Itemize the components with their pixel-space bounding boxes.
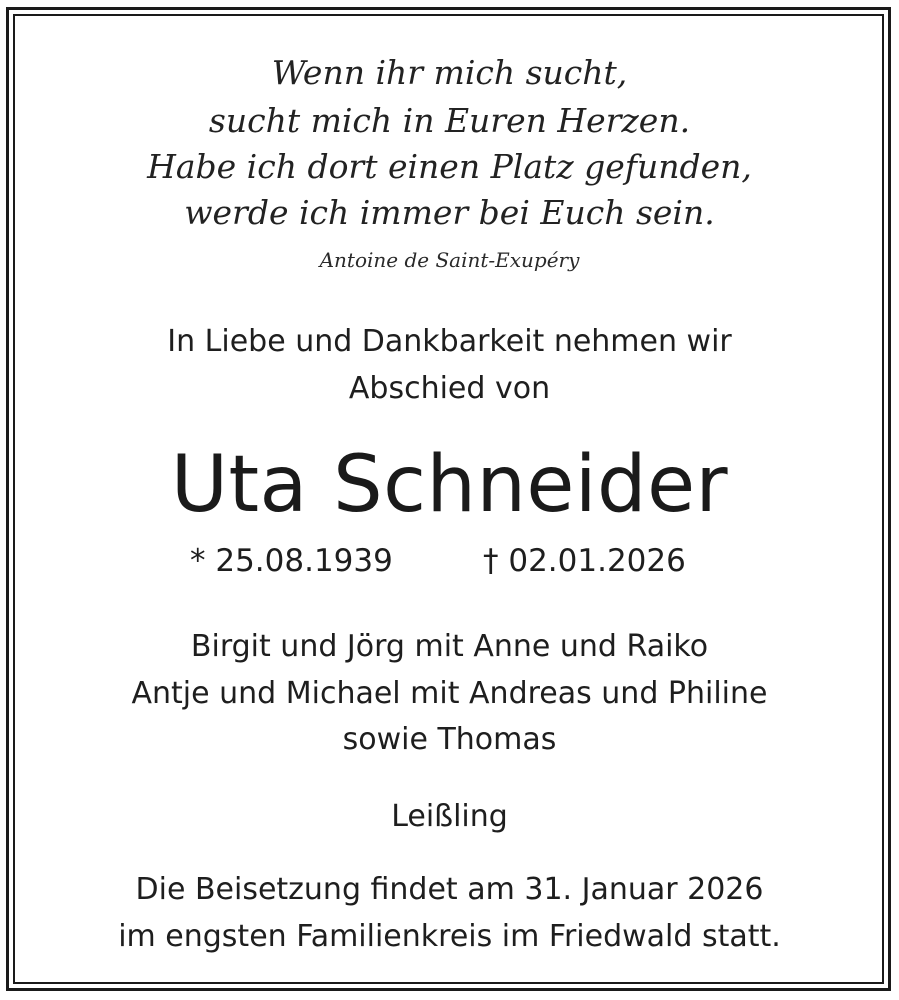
poem-author: Antoine de Saint-Exupéry: [319, 248, 580, 272]
funeral-line-2: im engsten Familienkreis im Friedwald statt.: [118, 919, 781, 954]
intro-line-2: Abschied von: [348, 371, 551, 406]
funeral-line-1: Die Beisetzung findet am 31. Januar 2026: [135, 872, 764, 907]
place-of-residence: Leißling: [391, 799, 508, 834]
birth-date: * 25.08.1939: [190, 543, 393, 579]
mourners-line-2: Antje und Michael mit Andreas und Philine: [131, 676, 768, 711]
mourners-line-3: sowie Thomas: [342, 722, 557, 757]
poem-line-2: sucht mich in Euren Herzen.: [208, 101, 691, 140]
mourners-line-1: Birgit und Jörg mit Anne und Raiko: [190, 629, 709, 664]
death-date: † 02.01.2026: [483, 543, 686, 579]
poem-line-4: werde ich immer bei Euch sein.: [184, 193, 715, 232]
deceased-name: Uta Schneider: [170, 440, 729, 530]
intro-line-1: In Liebe und Dankbarkeit nehmen wir: [167, 324, 732, 359]
poem-line-3: Habe ich dort einen Platz gefunden,: [147, 147, 752, 186]
poem-line-1: Wenn ihr mich sucht,: [271, 53, 628, 92]
